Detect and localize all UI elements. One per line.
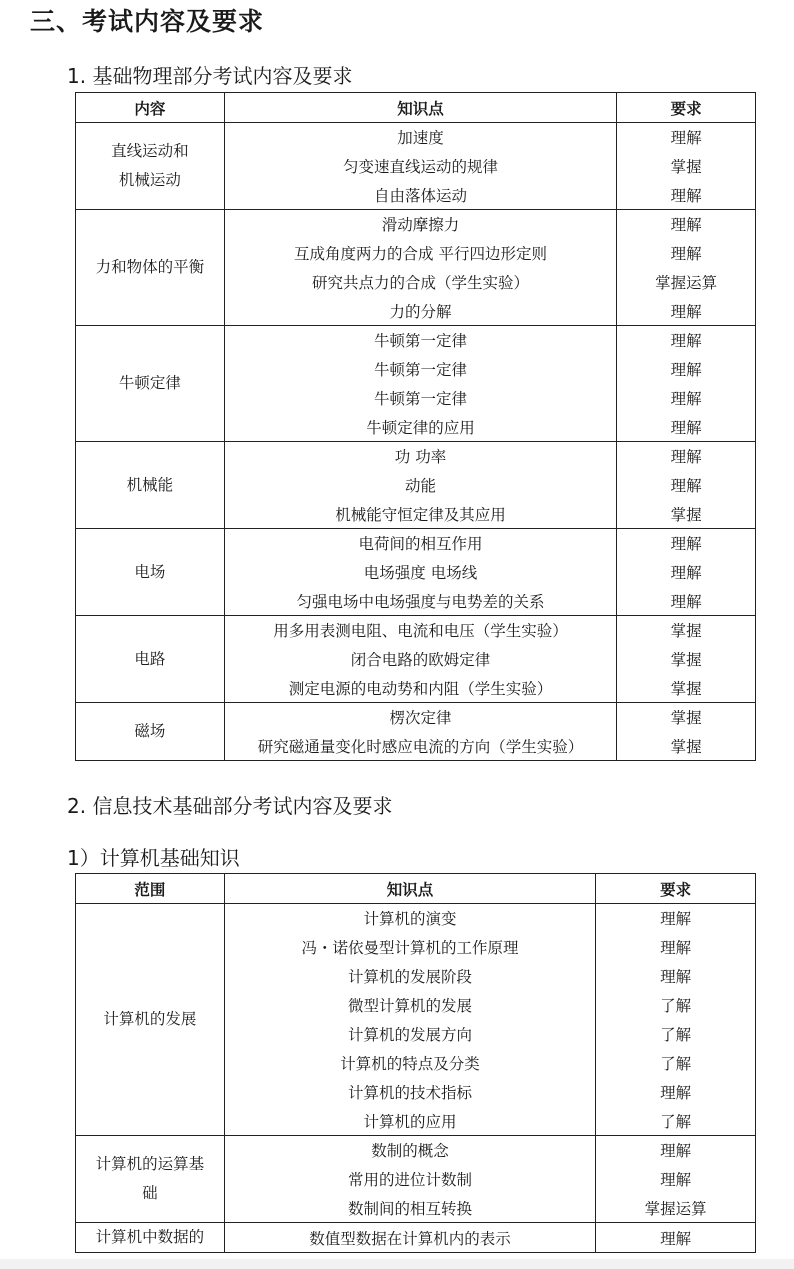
- it-title: 2. 信息技术基础部分考试内容及要求: [67, 794, 393, 818]
- knowledge-cell: 动能: [224, 471, 616, 500]
- header-content: 内容: [76, 93, 225, 123]
- requirement-cell: 了解: [596, 991, 756, 1020]
- category-label: 电场: [134, 562, 166, 581]
- category-cell: [76, 616, 225, 703]
- requirement-cell: 理解: [617, 587, 756, 616]
- knowledge-cell: 牛顿定律的应用: [224, 413, 616, 442]
- requirement-cell: 理解: [617, 558, 756, 587]
- header-scope: 范围: [76, 874, 225, 904]
- knowledge-cell: 闭合电路的欧姆定律: [224, 645, 616, 674]
- header-requirement: 要求: [596, 874, 756, 904]
- knowledge-cell: 常用的进位计数制: [224, 1165, 595, 1194]
- knowledge-cell: 数制的概念: [224, 1136, 595, 1165]
- knowledge-cell: 互成角度两力的合成 平行四边形定则: [224, 239, 616, 268]
- header-knowledge: 知识点: [224, 93, 616, 123]
- knowledge-cell: 力的分解: [224, 297, 616, 326]
- category-cell: [76, 1136, 225, 1223]
- table-row: [76, 442, 756, 471]
- category-cell: [76, 904, 225, 1136]
- page-bottom-edge: [0, 1259, 794, 1269]
- knowledge-cell: 牛顿第一定律: [224, 384, 616, 413]
- header-knowledge: 知识点: [224, 874, 595, 904]
- requirement-cell: 理解: [617, 384, 756, 413]
- knowledge-cell: 牛顿第一定律: [224, 355, 616, 384]
- category-cell: [76, 442, 225, 529]
- knowledge-cell: 机械能守恒定律及其应用: [224, 500, 616, 529]
- knowledge-cell: 计算机的特点及分类: [224, 1049, 595, 1078]
- knowledge-cell: 匀变速直线运动的规律: [224, 152, 616, 181]
- knowledge-cell: 功 功率: [224, 442, 616, 471]
- requirement-cell: 理解: [617, 355, 756, 384]
- knowledge-cell: 测定电源的电动势和内阻（学生实验）: [224, 674, 616, 703]
- knowledge-cell: 计算机的发展方向: [224, 1020, 595, 1049]
- knowledge-cell: 计算机的发展阶段: [224, 962, 595, 991]
- knowledge-cell: 研究磁通量变化时感应电流的方向（学生实验）: [224, 732, 616, 761]
- it-table: [75, 873, 756, 1253]
- category-cell: [76, 1223, 225, 1253]
- requirement-cell: 掌握运算: [617, 268, 756, 297]
- knowledge-cell: 自由落体运动: [224, 181, 616, 210]
- category-label: 直线运动和: [111, 142, 189, 160]
- knowledge-cell: 计算机的技术指标: [224, 1078, 595, 1107]
- requirement-cell: 理解: [596, 962, 756, 991]
- requirement-cell: 掌握: [617, 674, 756, 703]
- requirement-cell: 掌握: [617, 152, 756, 181]
- table-row: [76, 616, 756, 645]
- knowledge-cell: 数值型数据在计算机内的表示: [224, 1223, 595, 1253]
- table-row: [76, 123, 756, 152]
- table-row: [76, 326, 756, 355]
- category-label: 机械运动: [118, 171, 181, 189]
- requirement-cell: 掌握: [617, 616, 756, 645]
- requirement-cell: 掌握运算: [596, 1194, 756, 1223]
- category-label: 计算机中数据的: [95, 1228, 205, 1246]
- header-requirement: 要求: [617, 93, 756, 123]
- category-cell: [76, 703, 225, 761]
- requirement-cell: 掌握: [617, 732, 756, 761]
- knowledge-cell: 电荷间的相互作用: [224, 529, 616, 558]
- requirement-cell: 理解: [617, 471, 756, 500]
- requirement-cell: 理解: [596, 1223, 756, 1253]
- category-label: 计算机的运算基: [95, 1155, 205, 1173]
- table-row: [76, 210, 756, 239]
- table-row: [76, 904, 756, 933]
- category-label: 力和物体的平衡: [95, 258, 205, 276]
- requirement-cell: 了解: [596, 1020, 756, 1049]
- section-heading: 三、考试内容及要求: [30, 7, 265, 36]
- knowledge-cell: 用多用表测电阻、电流和电压（学生实验）: [224, 616, 616, 645]
- requirement-cell: 理解: [617, 297, 756, 326]
- knowledge-cell: 楞次定律: [224, 703, 616, 732]
- table-row: [76, 703, 756, 732]
- category-label: 磁场: [134, 722, 166, 740]
- table-row: [76, 529, 756, 558]
- requirement-cell: 理解: [617, 210, 756, 239]
- requirement-cell: 理解: [596, 933, 756, 962]
- requirement-cell: 掌握: [617, 500, 756, 529]
- category-label: 牛顿定律: [118, 374, 181, 392]
- category-label: 机械能: [126, 475, 174, 494]
- knowledge-cell: 匀强电场中电场强度与电势差的关系: [224, 587, 616, 616]
- physics-title: 1. 基础物理部分考试内容及要求: [67, 64, 353, 88]
- knowledge-cell: 数制间的相互转换: [224, 1194, 595, 1223]
- category-cell: [76, 529, 225, 616]
- category-label: 电路: [134, 649, 166, 668]
- requirement-cell: 理解: [617, 239, 756, 268]
- table-row: [76, 1136, 756, 1165]
- requirement-cell: 掌握: [617, 645, 756, 674]
- requirement-cell: 理解: [596, 1078, 756, 1107]
- physics-table: [75, 92, 756, 761]
- knowledge-cell: 冯・诺依曼型计算机的工作原理: [224, 933, 595, 962]
- requirement-cell: 理解: [596, 1165, 756, 1194]
- category-cell: [76, 123, 225, 210]
- knowledge-cell: 加速度: [224, 123, 616, 152]
- knowledge-cell: 微型计算机的发展: [224, 991, 595, 1020]
- requirement-cell: 理解: [617, 326, 756, 355]
- requirement-cell: 理解: [596, 1136, 756, 1165]
- requirement-cell: 掌握: [617, 703, 756, 732]
- requirement-cell: 理解: [617, 123, 756, 152]
- requirement-cell: 了解: [596, 1049, 756, 1078]
- it-subtitle: 1）计算机基础知识: [67, 846, 240, 870]
- requirement-cell: 理解: [617, 181, 756, 210]
- table-row: [76, 1223, 756, 1253]
- requirement-cell: 理解: [596, 904, 756, 933]
- requirement-cell: 了解: [596, 1107, 756, 1136]
- requirement-cell: 理解: [617, 529, 756, 558]
- category-label: 计算机的发展: [103, 1010, 197, 1028]
- knowledge-cell: 滑动摩擦力: [224, 210, 616, 239]
- knowledge-cell: 计算机的演变: [224, 904, 595, 933]
- knowledge-cell: 牛顿第一定律: [224, 326, 616, 355]
- knowledge-cell: 电场强度 电场线: [224, 558, 616, 587]
- category-cell: [76, 326, 225, 442]
- knowledge-cell: 计算机的应用: [224, 1107, 595, 1136]
- requirement-cell: 理解: [617, 442, 756, 471]
- knowledge-cell: 研究共点力的合成（学生实验）: [224, 268, 616, 297]
- category-label: 础: [142, 1184, 158, 1202]
- requirement-cell: 理解: [617, 413, 756, 442]
- category-cell: [76, 210, 225, 326]
